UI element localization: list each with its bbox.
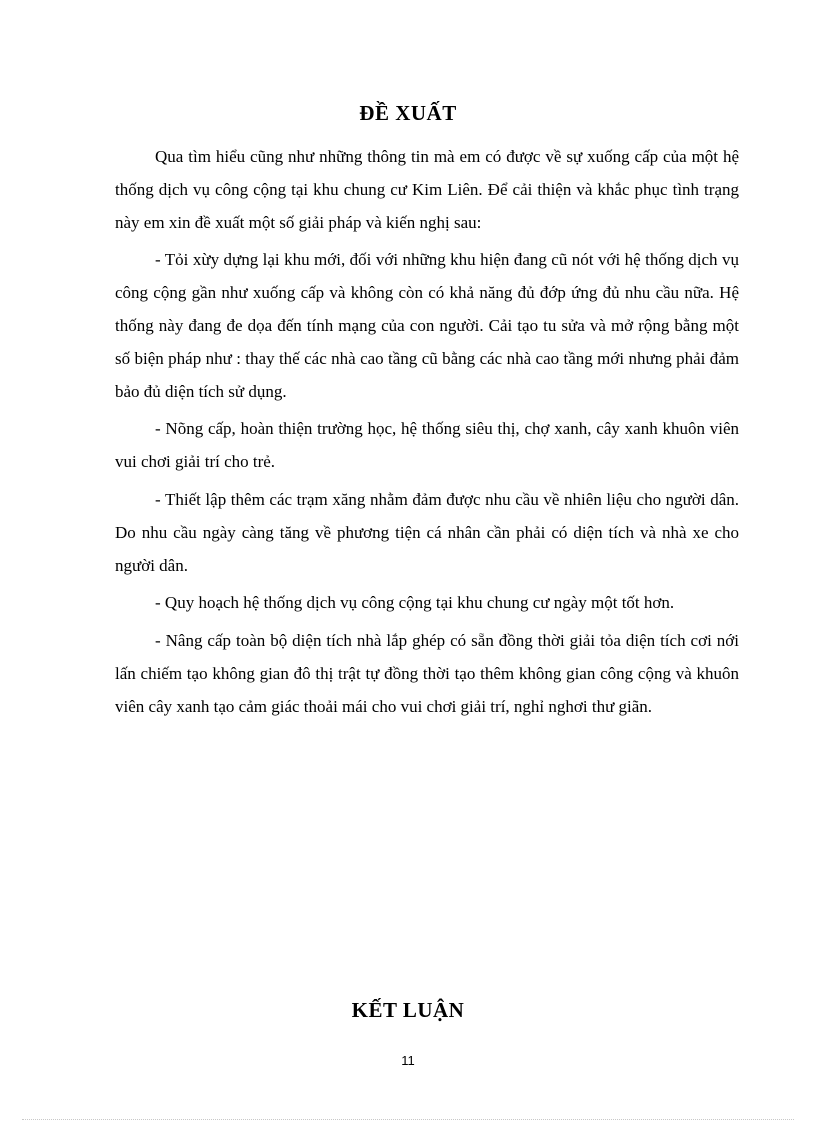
paragraph-rebuild: - Tỏi xừy dựng lại khu mới, đối với những khu hiện đang cũ nót với hệ thống dịch vụ công cộng gần như xuống cấp và không còn có khả năng đủ đớp ứng đủ nhu cầu nữa. Hệ thống này đang đe dọa đến tính mạng của con người. Cải tạo tu sửa và mở rộng bằng một số biện pháp như : thay thế các nhà cao tầng cũ bằng các nhà cao tầng mới nhưng phải đảm bảo đủ diện tích sử dụng.	[115, 250, 739, 401]
paragraph-gas-stations: - Thiết lập thêm các trạm xăng nhằm đảm được nhu cầu về nhiên liệu cho người dân. Do nhu cầu ngày càng tăng về phương tiện cá nhân cần phải có diện tích và nhà xe cho người dân.	[115, 489, 739, 575]
section-title-proposal: ĐỀ XUẤT	[359, 101, 457, 125]
page-number: 11	[401, 1053, 415, 1068]
body-text	[115, 141, 739, 729]
section-title-conclusion: KẾT LUẬN	[351, 998, 465, 1022]
page-bottom-divider	[22, 1119, 794, 1120]
paragraph-upgrade-facilities: - Nõng cấp, hoàn thiện trường học, hệ thống siêu thị, chợ xanh, cây xanh khuôn viên vui chơi giải trí cho trẻ.	[115, 419, 739, 472]
paragraph-planning: - Quy hoạch hệ thống dịch vụ công cộng tại khu chung cư ngày một tốt hơn.	[155, 593, 675, 613]
paragraph-intro: Qua tìm hiểu cũng như những thông tin mà em có được về sự xuống cấp của một hệ thống dịch vụ công cộng tại khu chung cư Kim Liên. Để cải thiện và khắc phục tình trạng này em xin đề xuất một số giải pháp và kiến nghị sau:	[115, 147, 739, 232]
paragraph-prefab-upgrade: - Nâng cấp toàn bộ diện tích nhà lắp ghép có sẵn đồng thời giải tỏa diện tích cơi nới lấn chiếm tạo không gian đô thị trật tự đồng thời tạo thêm không gian công cộng và khuôn viên cây xanh tạo cảm giác thoải mái cho vui chơi giải trí, nghỉ nghơi thư giãn.	[115, 631, 739, 716]
